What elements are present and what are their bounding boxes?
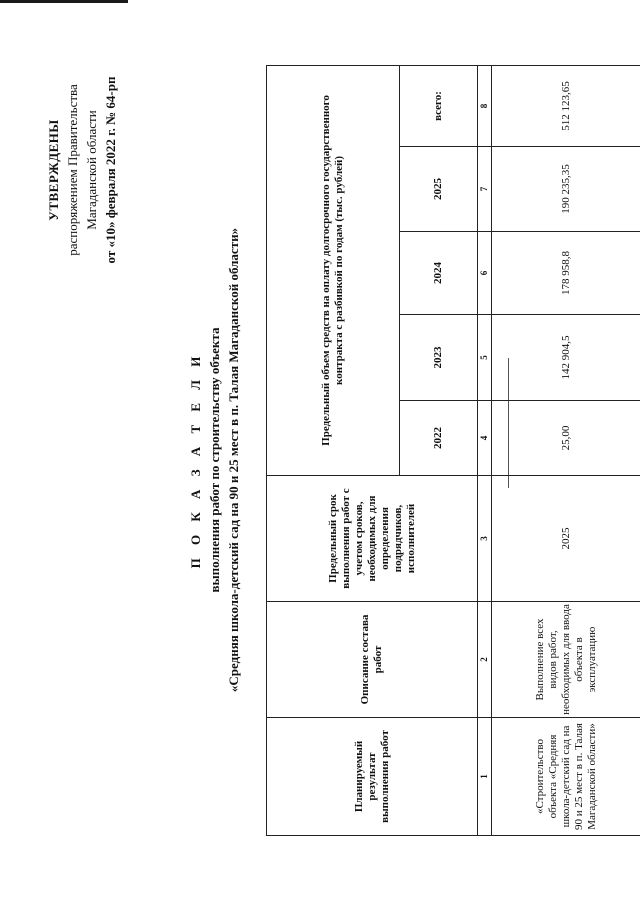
title-heading: П О К А З А Т Е Л И xyxy=(188,351,203,569)
cell-2024: 178 958,8 xyxy=(492,232,640,315)
header-year-2022: 2022 xyxy=(400,401,478,476)
indicators-table xyxy=(266,66,640,836)
table-row xyxy=(492,65,640,835)
header-total: всего: xyxy=(400,65,478,146)
approval-issuer: распоряжением Правительства xyxy=(65,84,80,256)
header-result: Планируемый результат выполнения работ xyxy=(267,718,478,836)
column-number: 1 xyxy=(478,718,492,836)
approval-region: Магаданской области xyxy=(84,110,99,230)
header-description: Описание состава работ xyxy=(267,602,478,718)
header-year-2024: 2024 xyxy=(400,232,478,315)
column-number: 2 xyxy=(478,602,492,718)
approval-title: УТВЕРЖДЕНЫ xyxy=(46,119,61,221)
column-numbers-row xyxy=(478,65,492,835)
approval-block xyxy=(44,20,154,320)
document-title xyxy=(186,200,256,720)
cell-2025: 190 235,35 xyxy=(492,147,640,232)
scan-edge-line xyxy=(0,0,128,3)
column-number: 5 xyxy=(478,315,492,401)
header-deadline: Предельный срок выполнения работ с учетом сроков, необходимых для определения подрядчиков, исполнителей xyxy=(267,476,478,602)
cell-description: Выполнение всех видов работ, необходимых для ввода объекта в эксплуатацию xyxy=(492,602,640,718)
column-number: 4 xyxy=(478,401,492,476)
cell-2023: 142 904,5 xyxy=(492,315,640,401)
approval-date-number: от «10» февраля 2022 г. № 64-рп xyxy=(103,76,118,264)
column-number: 8 xyxy=(478,65,492,146)
column-number: 7 xyxy=(478,147,492,232)
column-number: 3 xyxy=(478,476,492,602)
header-funding: Предельный объем средств на оплату долгосрочного государственного контракта с разбивкой по годам (тыс. рублей) xyxy=(267,65,400,475)
title-object-name: «Средняя школа-детский сад на 90 и 25 мест в п. Талая Магаданской области» xyxy=(226,227,241,693)
header-year-2023: 2023 xyxy=(400,315,478,401)
title-subheading: выполнения работ по строительству объекта xyxy=(207,327,222,593)
cell-result: «Строительство объекта «Средняя школа-детский сад на 90 и 25 мест в п. Талая Магаданской области» xyxy=(492,718,640,836)
header-year-2025: 2025 xyxy=(400,147,478,232)
cell-deadline: 2025 xyxy=(492,476,640,602)
cell-2022: 25,00 xyxy=(492,401,640,476)
cell-total: 512 123,65 xyxy=(492,65,640,146)
column-number: 6 xyxy=(478,232,492,315)
